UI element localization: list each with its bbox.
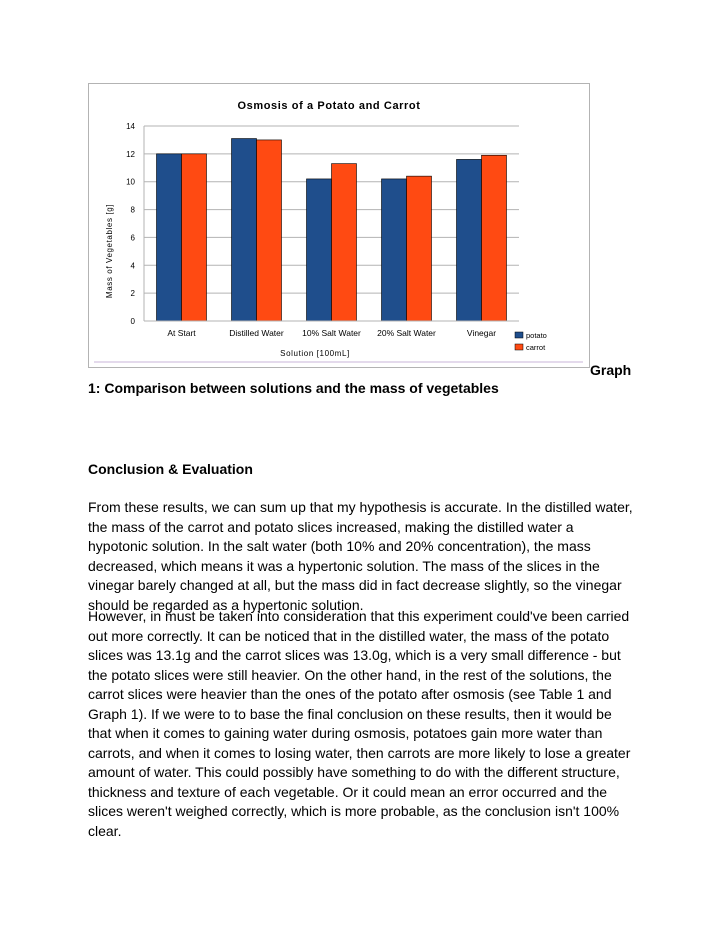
legend-swatch-potato — [515, 332, 523, 338]
caption-graph-word: Graph — [590, 362, 632, 378]
bar-chart — [88, 83, 590, 368]
paragraph-line: clear. — [88, 822, 122, 839]
paragraph-line: hypotonic solution. In the salt water (both 10% and 20% concentration), the mass — [88, 538, 591, 554]
legend-label-carrot: carrot — [526, 343, 546, 352]
bar-potato — [157, 154, 182, 321]
y-tick-label: 0 — [130, 317, 135, 326]
bar-potato — [232, 139, 257, 321]
paragraph-line: However, in must be taken into consideration that this experiment could've been carried — [88, 608, 630, 624]
paragraph-line: vinegar barely changed at all, but the mass did in fact decrease slightly, so the vinegar — [88, 577, 622, 593]
paragraph-line: out more correctly. It can be noticed that in the distilled water, the mass of the potato — [88, 627, 610, 644]
x-axis-label: Solution [100mL] — [280, 349, 350, 358]
y-tick-label: 10 — [126, 177, 135, 187]
paragraph-line: that when it comes to gaining water during osmosis, potatoes gain more water than — [88, 725, 603, 741]
legend-swatch-carrot — [515, 344, 523, 350]
bar-carrot — [257, 140, 282, 321]
chart-canvas — [89, 84, 589, 367]
x-tick-label: 20% Salt Water — [377, 328, 436, 338]
x-tick-label: Vinegar — [466, 328, 497, 338]
paragraph-line: decreased, which means it was a hypertonic solution. The mass of the slices in the — [88, 557, 600, 574]
bar-potato — [382, 179, 407, 321]
paragraph-line: thickness and texture of each vegetable. Or it could mean an error occurred and the — [88, 783, 608, 800]
bar-potato — [457, 159, 482, 321]
paragraph-line: slices weren't weighed correctly, which is more probable, as the conclusion isn't 100% — [88, 803, 620, 819]
bar-potato — [307, 179, 332, 321]
paragraph-line: should be regarded as a hypertonic solution. — [88, 596, 364, 613]
paragraph-line: From these results, we can sum up that my hypothesis is accurate. In the distilled water, — [88, 499, 633, 515]
x-tick-label: At Start — [167, 328, 196, 338]
paragraph-line: amount of water. This could possibly have something to do with the different structure, — [88, 764, 620, 780]
paragraph-line: the potato slices were still heavier. On the other hand, in the rest of the solutions, the — [88, 666, 612, 683]
x-tick-label: 10% Salt Water — [302, 328, 361, 338]
paragraph-2 — [88, 607, 648, 841]
graph-caption: 1: Comparison between solutions and the mass of vegetables — [88, 380, 499, 396]
bar-carrot — [482, 155, 507, 321]
y-axis-label: Mass of Vegetables [g] — [105, 203, 114, 299]
y-tick-label: 2 — [130, 289, 135, 299]
bar-carrot — [407, 176, 432, 321]
bar-carrot — [182, 154, 207, 321]
legend-label-potato: potato — [526, 331, 547, 340]
paragraph-line: slices was 13.1g and the carrot slices was 13.0g, which is a very small difference - but — [88, 647, 621, 663]
y-tick-label: 12 — [126, 149, 135, 159]
paragraph-line: carrots, and when it comes to losing water, then carrots are more likely to lose a greater — [88, 744, 631, 761]
y-tick-label: 4 — [130, 261, 135, 271]
bar-carrot — [332, 164, 357, 321]
chart-title: Osmosis of a Potato and Carrot — [237, 100, 421, 112]
y-tick-label: 6 — [130, 233, 135, 243]
paragraph-1 — [88, 498, 648, 615]
x-tick-label: Distilled Water — [229, 328, 284, 338]
paragraph-line: Graph 1). If we were to to base the final conclusion on these results, then it would be — [88, 705, 612, 722]
y-tick-label: 14 — [126, 122, 135, 131]
paragraph-line: carrot slices were heavier than the ones of the potato after osmosis (see Table 1 and — [88, 686, 612, 702]
y-tick-label: 8 — [130, 205, 135, 215]
paragraph-line: the mass of the carrot and potato slices increased, making the distilled water a — [88, 518, 574, 535]
section-heading: Conclusion & Evaluation — [88, 461, 253, 477]
